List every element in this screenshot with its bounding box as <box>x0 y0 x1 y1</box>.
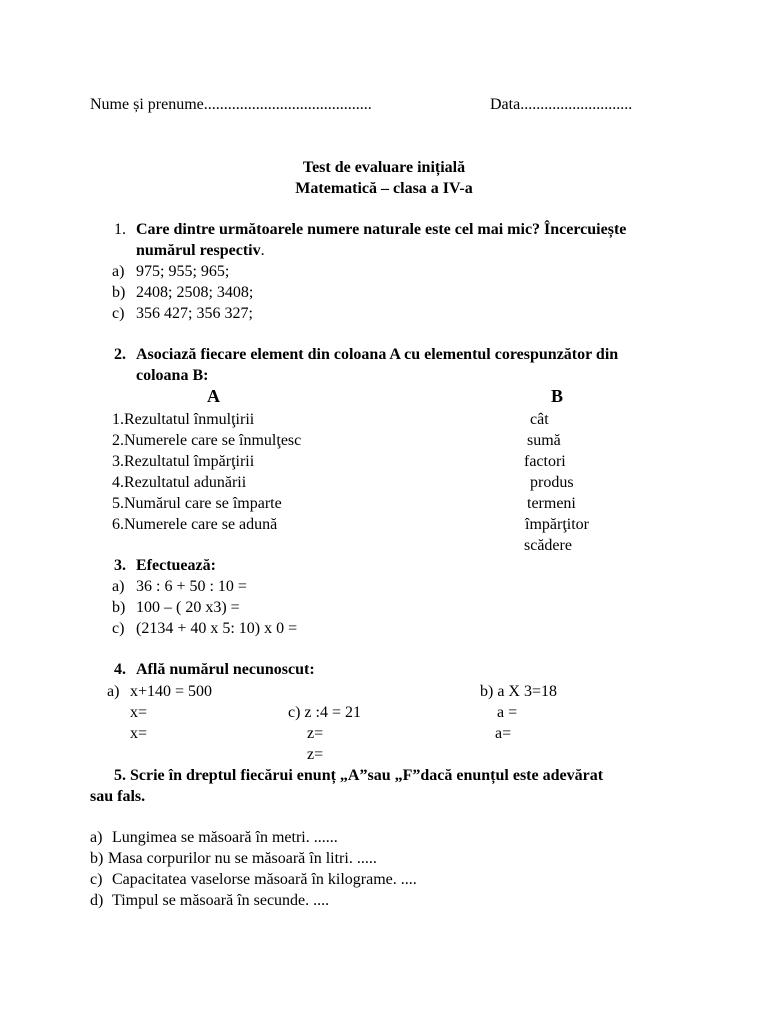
q5-item[interactable]: Lungimea se măsoară în metri. ...... <box>112 829 338 846</box>
q5-item-label: d) <box>90 892 104 909</box>
q3-item-label: c) <box>112 620 125 637</box>
col-a-item[interactable]: 6.Numerele care se adună <box>112 516 278 533</box>
q4-text: Află numărul necunoscut: <box>136 661 315 678</box>
q5-item-label: b) <box>90 850 104 867</box>
col-b-item[interactable]: cât <box>530 411 549 428</box>
q4-c-answer[interactable]: z= <box>307 725 324 742</box>
q3-item[interactable]: 36 : 6 + 50 : 10 = <box>136 578 247 595</box>
q4-a-answer[interactable]: x= <box>130 725 148 742</box>
col-b-item[interactable]: produs <box>530 474 574 491</box>
col-b-item[interactable]: împărţitor <box>525 516 589 533</box>
page-title: Test de evaluare inițială <box>302 159 466 176</box>
q4-b-answer[interactable]: a= <box>495 725 512 742</box>
page-subtitle: Matematică – clasa a IV-a <box>295 180 473 197</box>
q1-text-line1: Care dintre următoarele numere naturale este cel mai mic? Încercuiește <box>136 221 627 238</box>
col-b-header: B <box>551 386 564 406</box>
q5-item[interactable]: Timpul se măsoară în secunde. .... <box>112 892 330 909</box>
col-a-item[interactable]: 3.Rezultatul împărţirii <box>112 453 255 470</box>
name-field[interactable]: Nume și prenume.......................................... <box>90 96 372 113</box>
q3-item-label: a) <box>112 578 125 595</box>
q3-number: 3. <box>114 557 126 574</box>
q4-number: 4. <box>114 661 126 678</box>
q2-text-line1: Asociază fiecare element din coloana A cu elementul corespunzător din <box>136 346 619 363</box>
q3-item[interactable]: (2134 + 40 x 5: 10) x 0 = <box>136 620 298 637</box>
col-b-item[interactable]: sumă <box>527 432 561 449</box>
q1-text-line2-bold: numărul respectiv <box>136 242 261 259</box>
col-b-item[interactable]: factori <box>524 453 566 470</box>
date-field[interactable]: Data............................ <box>490 96 633 113</box>
col-b-item[interactable]: scădere <box>524 537 572 554</box>
q1-text-line2 <box>136 240 265 261</box>
q2-text-line2: coloana B: <box>136 367 209 384</box>
col-b-item[interactable]: termeni <box>527 495 576 512</box>
q1-text-line2-end: . <box>260 242 265 259</box>
col-a-item[interactable]: 2.Numerele care se înmulţesc <box>112 432 302 449</box>
q5-item[interactable]: Capacitatea vaselorse măsoară în kilograme. .... <box>112 871 417 888</box>
q5-item[interactable]: Masa corpurilor nu se măsoară în litri. ..... <box>108 850 377 867</box>
q2-number: 2. <box>114 346 126 363</box>
q4-b-answer[interactable]: a = <box>497 704 518 721</box>
q3-text: Efectuează: <box>136 557 216 574</box>
q4-a-equation: x+140 = 500 <box>130 683 213 700</box>
q1-number: 1. <box>114 221 126 238</box>
q3-item-label: b) <box>112 599 126 616</box>
q4-c-equation: c) z :4 = 21 <box>288 704 361 721</box>
q4-a-label: a) <box>107 683 120 700</box>
q4-b-equation: b) a X 3=18 <box>480 683 558 700</box>
q1-option-label: a) <box>112 263 125 280</box>
col-a-item[interactable]: 1.Rezultatul înmulţirii <box>112 411 255 428</box>
q1-option-label: c) <box>112 305 125 322</box>
q4-c-answer[interactable]: z= <box>307 746 324 763</box>
q4-a-answer[interactable]: x= <box>130 704 148 721</box>
q1-option[interactable]: 356 427; 356 327; <box>136 305 253 322</box>
q1-option-label: b) <box>112 284 126 301</box>
q5-text-line1: 5. Scrie în dreptul fiecărui enunț „A”sau „F”dacă enunțul este adevărat <box>114 767 604 784</box>
col-a-header: A <box>207 386 220 406</box>
q5-item-label: a) <box>90 829 103 846</box>
q5-text-line2: sau fals. <box>90 788 146 805</box>
q3-item[interactable]: 100 – ( 20 x3) = <box>136 599 240 616</box>
col-a-item[interactable]: 5.Numărul care se împarte <box>112 495 282 512</box>
col-a-item[interactable]: 4.Rezultatul adunării <box>112 474 247 491</box>
q1-option[interactable]: 975; 955; 965; <box>136 263 230 280</box>
q1-option[interactable]: 2408; 2508; 3408; <box>136 284 254 301</box>
q5-item-label: c) <box>90 871 103 888</box>
